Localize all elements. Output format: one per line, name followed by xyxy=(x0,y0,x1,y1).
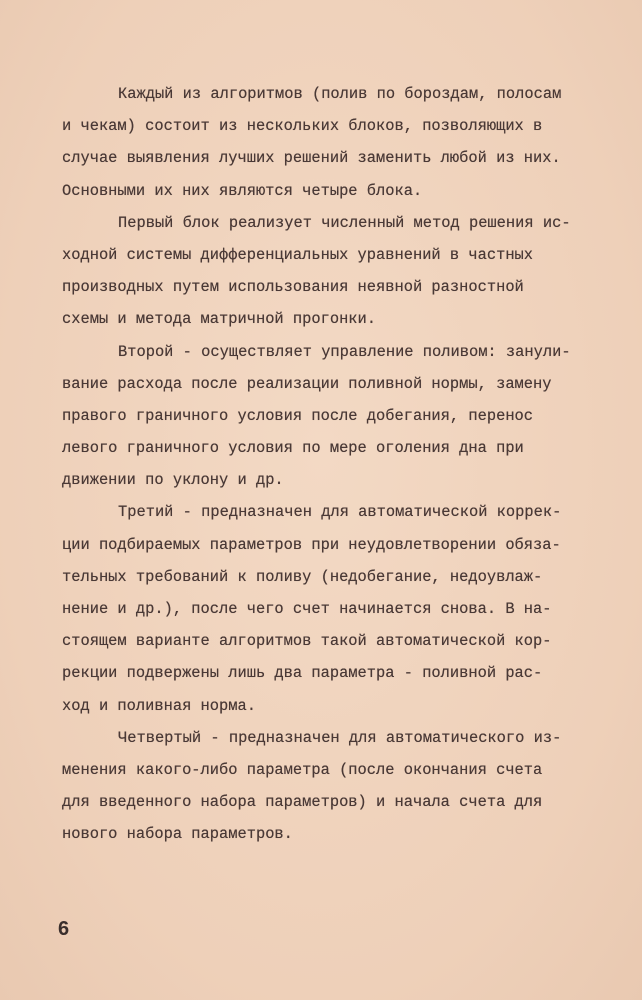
text-line: схемы и метода матричной прогонки. xyxy=(62,310,377,329)
text-line: Четвертый - предназначен для автоматического из- xyxy=(118,728,562,747)
text-line: ции подбираемых параметров при неудовлетворении обяза- xyxy=(62,535,561,554)
text-line: левого граничного условия по мере оголения дна при xyxy=(62,439,524,458)
text-line: Второй - осуществляет управление поливом: занули- xyxy=(118,342,571,361)
page-number: 6 xyxy=(58,918,70,940)
text-line: стоящем варианте алгоритмов такой автоматической кор- xyxy=(62,632,552,651)
text-line: ход и поливная норма. xyxy=(62,696,256,715)
paragraph xyxy=(62,496,622,721)
body-text xyxy=(62,78,622,851)
text-line: нение и др.), после чего счет начинается снова. В на- xyxy=(62,600,552,618)
text-line: случае выявления лучших решений заменить любой из них. xyxy=(62,149,561,168)
paragraph xyxy=(62,336,622,497)
paragraph xyxy=(62,207,622,336)
text-line: менения какого-либо параметра (после окончания счета xyxy=(62,760,543,779)
text-line: ходной системы дифференциальных уравнений в частных xyxy=(62,245,534,264)
text-line: производных путем использования неявной разностной xyxy=(62,278,524,297)
text-line: тельных требований к поливу (недобегание, недоувлаж- xyxy=(62,567,543,586)
text-line: Третий - предназначен для автоматической коррек- xyxy=(118,503,562,522)
text-line: рекции подвержены лишь два параметра - поливной рас- xyxy=(62,664,543,683)
paragraph xyxy=(62,78,622,207)
text-line: нового набора параметров. xyxy=(62,825,293,844)
text-line: Первый блок реализует численный метод решения ис- xyxy=(118,213,571,232)
text-line: правого граничного условия после добегания, перенос xyxy=(62,406,534,425)
text-line: Основными их них являются четыре блока. xyxy=(62,181,423,200)
text-line: для введенного набора параметров) и начала счета для xyxy=(62,793,543,812)
text-line: вание расхода после реализации поливной нормы, замену xyxy=(62,374,552,393)
text-line: и чекам) состоит из нескольких блоков, позволяющих в xyxy=(62,117,543,136)
text-line: движении по уклону и др. xyxy=(62,471,284,490)
paragraph xyxy=(62,722,622,851)
text-line: Каждый из алгоритмов (полив по бороздам, полосам xyxy=(118,85,562,103)
